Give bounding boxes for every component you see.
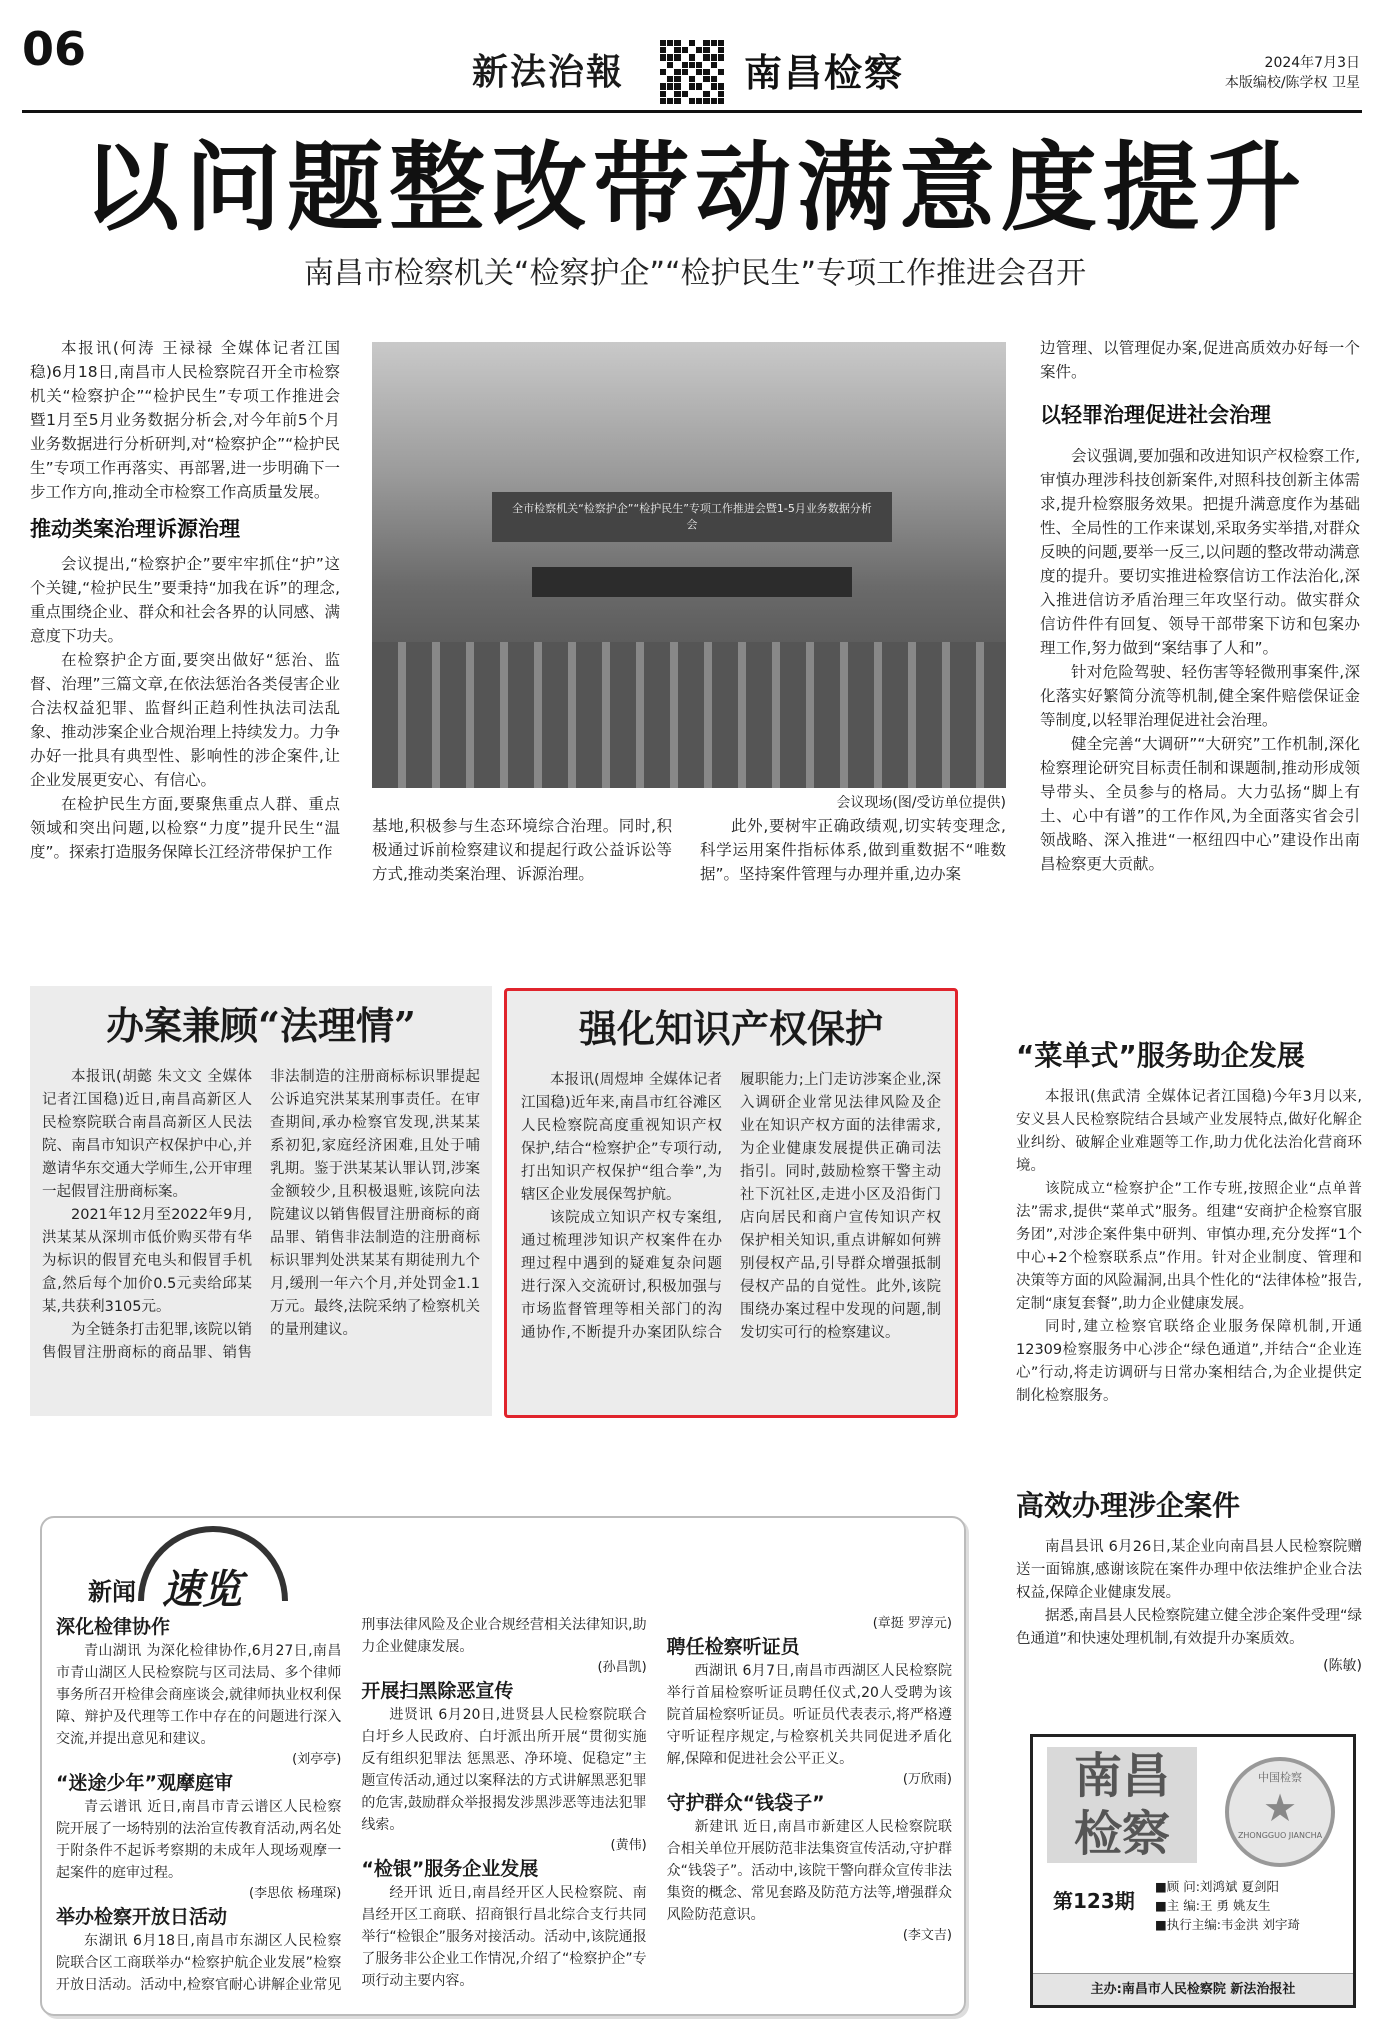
story-body [42, 1066, 480, 1365]
news-brief-title [70, 1552, 290, 1612]
lead-paragraph: 此外,要树牢正确政绩观,切实转变理念,科学运用案件指标体系,做到重数据不“唯数据”。坚持案件管理与办理并重,边办案 [700, 817, 1006, 883]
story-menu-service [1016, 1036, 1362, 1408]
brief-credit: (李思依 杨瑾琛) [249, 1886, 342, 1901]
masthead-title [1047, 1747, 1197, 1863]
news-brief-items [56, 1614, 952, 2004]
news-brief-box [40, 1516, 966, 2016]
brief-text: 新建讯 近日,南昌市新建区人民检察院联合相关单位开展防范非法集资宣传活动,守护群众“钱袋子”。活动中,该院干警向群众宣传非法集资的概念、常见套路及防范方法等,增强群众风险防范意识。 [666, 1819, 952, 1923]
qr-code [660, 40, 724, 104]
brief-credit: (孙昌凯) [597, 1660, 647, 1675]
story-paragraph: 该院成立“检察护企”工作专班,按照企业“点单普法”需求,提供“菜单式”服务。组建“安商护企检察官服务团”,对涉企案件集中研判、审慎办理,充分发挥“1个中心+2个检察联系点”作用。针对企业制度、管理和决策等方面的风险漏洞,出具个性化的“法律体检”报告,定制“康复套餐”,助力企业健康发展。 [1016, 1181, 1362, 1312]
lead-column-4 [1040, 336, 1360, 876]
lead-column-2 [372, 814, 672, 886]
brief-item [361, 1678, 646, 1856]
brief-title: 开展扫黑除恶宣传 [361, 1680, 514, 1702]
brief-title: 聘任检察听证员 [666, 1636, 800, 1658]
masthead-box [1030, 1734, 1356, 2008]
lead-paragraph: 边管理、以管理促办案,促进高质效办好每一个案件。 [1040, 339, 1360, 381]
story-headline: 办案兼顾“法理情” [106, 1003, 416, 1048]
brief-text: 青山湖讯 为深化检律协作,6月27日,南昌市青山湖区人民检察院与区司法局、多个律师事务所召开检律会商座谈会,就律师执业权利保障、辩护及代理等工作中存在的问题进行深入交流,并提出意见和建议。 [56, 1643, 342, 1747]
brief-credit: (黄伟) [610, 1838, 647, 1853]
page-number: 06 [22, 22, 87, 76]
story-fazhiqing [30, 986, 492, 1416]
lead-column-3 [700, 814, 1006, 886]
lead-paragraph: 会议强调,要加强和改进知识产权检察工作,审慎办理涉科技创新案件,对照科技创新主体需求,提升检察服务效果。把提升满意度作为基础性、全局性的工作来谋划,采取务实举措,对群众反映的问题,要举一反三,以问题的整改带动满意度的提升。要切实推进检察信访工作法治化,深入推进信访矛盾治理三年攻坚行动。做实群众信访件件有回复、领导干部带案下访和包案办理工作,努力做到“案结事了人和”。 [1040, 447, 1360, 657]
story-headline: “菜单式”服务助企发展 [1016, 1039, 1305, 1072]
issue-number: 第123期 [1053, 1889, 1135, 1913]
lead-paragraph: 基地,积极参与生态环境综合治理。同时,积极通过诉前检察建议和提起行政公益诉讼等方式,推动类案治理、诉源治理。 [372, 817, 672, 883]
brief-title: 守护群众“钱袋子” [666, 1792, 825, 1814]
brief-text: 青云谱讯 近日,南昌市青云谱区人民检察院开展了一场特别的法治宣传教育活动,两名处于附条件不起诉考察期的未成年人现场观摩一起案件的庭审过程。 [56, 1799, 342, 1881]
lead-paragraph: 在检护民生方面,要聚焦重点人群、重点领域和突出问题,以检察“力度”提升民生“温度”。探索打造服务保障长江经济带保护工作 [30, 795, 340, 861]
lead-intro: 本报讯(何涛 王禄禄 全媒体记者江国稳)6月18日,南昌市人民检察院召开全市检察机关“检察护企”“检护民生”专项工作推进会暨1月至5月业务数据分析会,对今年前5个月业务数据进行分析研判,对“检察护企”“检护民生”专项工作再落实、再部署,进一步明确下一步工作方向,推动全市检察工作高质量发展。 [30, 339, 340, 501]
staff-line: ■主 编:王 勇 姚友生 [1155, 1898, 1271, 1913]
masthead-staff [1155, 1877, 1355, 1934]
meeting-photo [372, 342, 1006, 788]
issue-date: 2024年7月3日 [1264, 55, 1360, 71]
emblem-text: ZHONGGUO JIANCHA [1237, 1831, 1323, 1840]
page-editors: 本版编校/陈学权 卫星 [1224, 75, 1360, 91]
lead-headline: 以问题整改带动满意度提升 [83, 132, 1307, 244]
story-paragraph: 为全链条打击犯罪,该院以销售假冒注册商标的商品罪、销售非法制造的注册商标标识罪提起公诉追究洪某某刑事责任。在审查期间,承办检察官发现,洪某某系初犯,家庭经济困难,且处于哺乳期。鉴于洪某某认罪认罚,涉案金额较少,且积极退赃,该院向法院建议以销售假冒注册商标的商品罪、销售非法制造的注册商标标识罪判处洪某某有期徒刑九个月,缓刑一年六个月,并处罚金1.1万元。最终,法院采纳了检察机关的量刑建议。 [42, 1069, 480, 1361]
lead-paragraph: 针对危险驾驶、轻伤害等轻微刑事案件,深化落实好繁简分流等机制,健全案件赔偿保证金等制度,以轻罪治理促进社会治理。 [1040, 663, 1360, 729]
star-icon: ★ [1262, 1786, 1298, 1830]
brief-title: “迷途少年”观摩庭审 [56, 1772, 233, 1794]
story-paragraph: 本报讯(周煜坤 全媒体记者江国稳)近年来,南昌市红谷滩区人民检察院高度重视知识产权保护,结合“检察护企”专项行动,打出知识产权保护“组合拳”,为辖区企业发展保驾护航。 [521, 1072, 722, 1203]
story-headline: 强化知识产权保护 [578, 1006, 883, 1051]
story-body [1016, 1086, 1362, 1408]
photo-caption: 会议现场(图/受访单位提供) [836, 795, 1006, 811]
brief-credit: (万欣雨) [902, 1772, 952, 1787]
story-paragraph: 本报讯(胡懿 朱文文 全媒体记者江国稳)近日,南昌高新区人民检察院联合南昌高新区人民法院、南昌市知识产权保护中心,并邀请华东交通大学师生,公开审理一起假冒注册商标案。 [42, 1069, 252, 1200]
story-body [1016, 1536, 1362, 1651]
brief-credit: (章挺 罗淳元) [872, 1616, 952, 1631]
brief-text: 东湖讯 6月18日,南昌市东湖区人民检察院联合区工商联举办“检察护航企业发展”检察开放日活动。活动中,检察官耐心讲解企业常见刑事法律风险及企业合规经营相关法律知识,助力企业健康发展。 [56, 1617, 647, 1993]
masthead-sponsor: 主办:南昌市人民检察院 新法治报社 [1033, 1973, 1353, 2005]
emblem-text: 中国检察 [1258, 1771, 1302, 1784]
story-credit: (陈敏) [1323, 1658, 1362, 1674]
brief-credit: (李文吉) [902, 1928, 952, 1943]
brief-title: 深化检律协作 [56, 1616, 171, 1638]
lead-column-1 [30, 336, 340, 864]
lead-subheadline: 南昌市检察机关“检察护企”“检护民生”专项工作推进会召开 [303, 256, 1087, 291]
brief-text: 西湖讯 6月7日,南昌市西湖区人民检察院举行首届检察听证员聘任仪式,20人受聘为该院首届检察听证员。听证员代表表示,将严格遵守听证程序规定,与检察机关共同促进矛盾化解,保障和促进社会公平正义。 [666, 1663, 952, 1767]
brief-item [56, 1770, 341, 1904]
photo-stage-banner: 全市检察机关“检察护企”“检护民生”专项工作推进会暨1-5月业务数据分析会 [492, 492, 892, 542]
story-paragraph: 2021年12月至2022年9月,洪某某从深圳市低价购买带有华为标识的假冒充电头和假冒手机盒,然后每个加价0.5元卖给邱某某,共获利3105元。 [42, 1207, 252, 1315]
staff-line: ■执行主编:韦金洪 刘宇琦 [1155, 1917, 1300, 1932]
story-ip-protection [504, 988, 958, 1418]
procuratorate-emblem [1225, 1757, 1335, 1867]
masthead-title-line: 南昌 [1073, 1748, 1170, 1804]
story-paragraph: 据悉,南昌县人民检察院建立健全涉企案件受理“绿色通道”和快速处理机制,有效提升办案质效。 [1016, 1608, 1362, 1647]
lead-subhead-1: 推动类案治理诉源治理 [30, 517, 240, 541]
brief-item [667, 1634, 952, 1790]
story-paragraph: 同时,建立检察官联络企业服务保障机制,开通12309检察服务中心涉企“绿色通道”,并结合“企业连心”行动,将走访调研与日常办案相结合,为企业提供定制化检察服务。 [1016, 1319, 1362, 1404]
header-rule [22, 110, 1362, 113]
lead-paragraph: 会议提出,“检察护企”要牢牢抓住“护”这个关键,“检护民生”要秉持“加我在诉”的理念,重点围绕企业、群众和社会各界的认同感、满意度下功夫。 [30, 555, 341, 645]
masthead-title-line: 检察 [1073, 1806, 1170, 1862]
speed-label: 速览 [162, 1566, 242, 1613]
lead-paragraph: 健全完善“大调研”“大研究”工作机制,深化检察理论研究目标责任制和课题制,推动形成领导带头、全员参与的格局。大力弘扬“脚上有土、心中有谱”的工作作风,为全面落实省会引领战略、深入推进“一枢纽四中心”建设作出南昌检察更大贡献。 [1040, 735, 1360, 873]
story-headline: 高效办理涉企案件 [1016, 1489, 1241, 1522]
staff-line: ■顾 问:刘鸿斌 夏剑阳 [1155, 1879, 1279, 1894]
story-paragraph: 南昌县讯 6月26日,某企业向南昌县人民检察院赠送一面锦旗,感谢该院在案件办理中依法维护企业合法权益,保障企业健康发展。 [1016, 1539, 1362, 1601]
news-label: 新闻 [88, 1578, 136, 1606]
lead-subhead-2: 以轻罪治理促进社会治理 [1040, 403, 1271, 427]
lead-paragraph: 在检察护企方面,要突出做好“惩治、监督、治理”三篇文章,在依法惩治各类侵害企业合法权益犯罪、监督纠正趋利性执法司法乱象、推动涉案企业合规治理上持续发力。力争办好一批具有典型性、影响性的涉企案件,让企业发展更安心、有信心。 [30, 651, 341, 789]
section-name: 南昌检察 [744, 51, 905, 95]
brief-title: “检银”服务企业发展 [361, 1858, 539, 1880]
brief-credit: (刘亭亭) [292, 1752, 342, 1767]
brief-text: 进贤讯 6月20日,进贤县人民检察院联合白圩乡人民政府、白圩派出所开展“贯彻实施反有组织犯罪法 惩黑恶、净环境、促稳定”主题宣传活动,通过以案释法的方式讲解黑恶犯罪的危害,鼓励群众举报揭发涉黑涉恶等违法犯罪线索。 [361, 1707, 647, 1833]
brief-item [667, 1790, 952, 1946]
brief-title: 举办检察开放日活动 [56, 1906, 228, 1928]
story-paragraph: 该院成立知识产权专案组,通过梳理涉知识产权案件在办理过程中遇到的疑难复杂问题进行深入交流研讨,积极加强与市场监督管理等相关部门的沟通协作,不断提升办案团队综合履职能力;上门走访涉案企业,深入调研企业常见法律风险及企业在知识产权方面的法律需求,为企业健康发展提供正确司法指引。同时,鼓励检察干警主动社下沉社区,走进小区及沿街门店向居民和商户宣传知识产权保护相关知识,重点讲解如何辨别侵权产品,引导群众增强抵制侵权产品的自觉性。此外,该院围绕办案过程中发现的问题,制发切实可行的检察建议。 [521, 1072, 941, 1341]
story-efficient-handling [1016, 1486, 1362, 1675]
story-paragraph: 本报讯(焦武清 全媒体记者江国稳)今年3月以来,安义县人民检察院结合县域产业发展特点,做好化解企业纠纷、破解企业难题等工作,助力优化法治化营商环境。 [1016, 1089, 1362, 1174]
brief-item [56, 1614, 341, 1770]
newspaper-name: 新法治報 [472, 51, 625, 93]
brief-text: 经开讯 近日,南昌经开区人民检察院、南昌经开区工商联、招商银行昌北综合支行共同举行“检银企”服务对接活动。活动中,该院通报了服务非公企业工作情况,介绍了“检察护企”专项行动主要内容。 [361, 1885, 647, 1989]
story-body [521, 1069, 941, 1345]
